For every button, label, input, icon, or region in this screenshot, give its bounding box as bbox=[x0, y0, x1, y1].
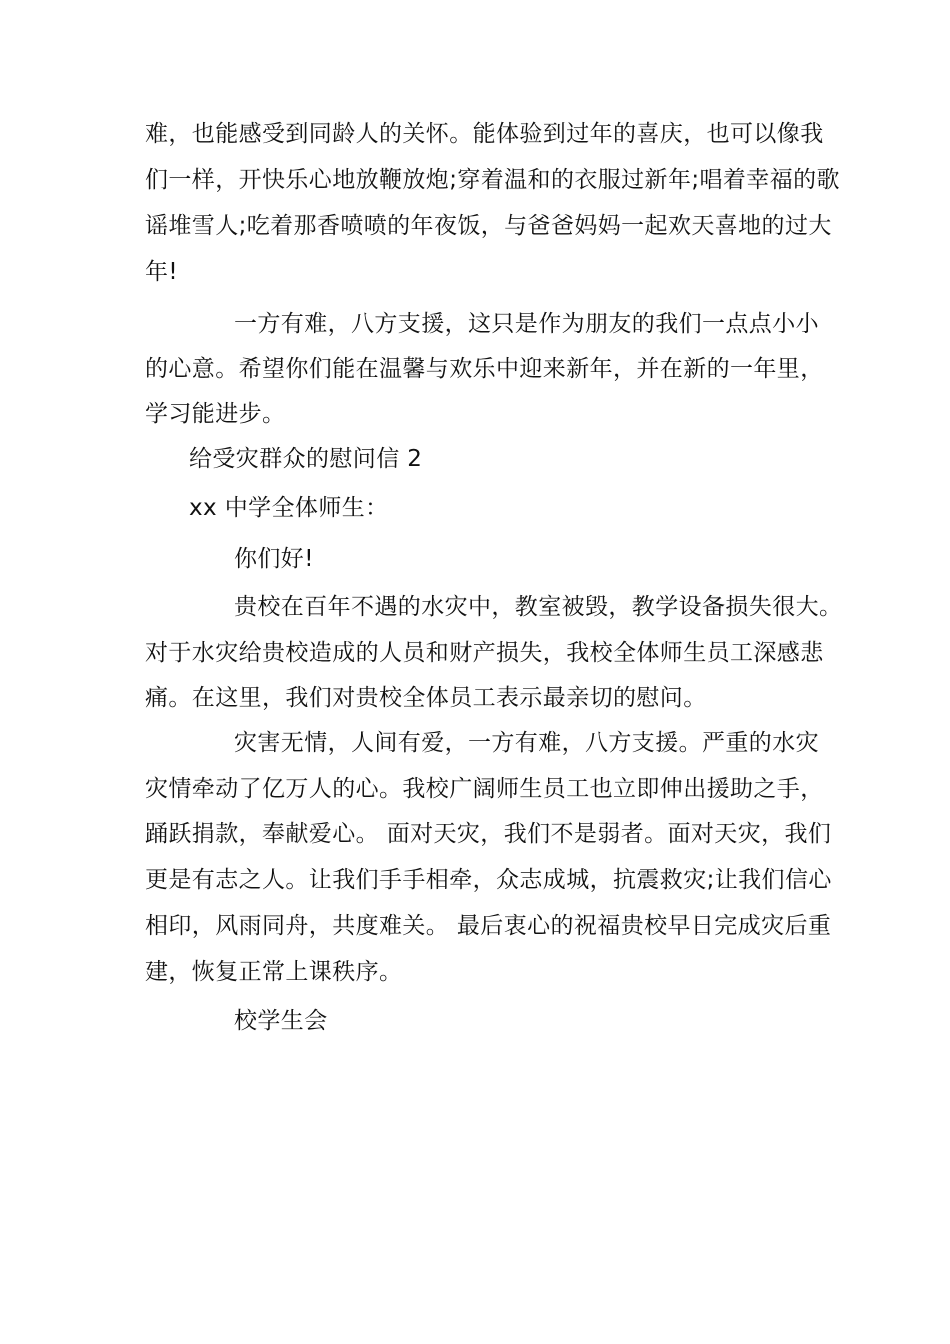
text-line: 年! bbox=[145, 259, 179, 285]
paragraph-start-line: 贵校在百年不遇的水灾中，教室被毁，教学设备损失很大。 bbox=[234, 594, 843, 620]
text-line: 建，恢复正常上课秩序。 bbox=[145, 959, 403, 985]
letter-title: 给受灾群众的慰问信 2 bbox=[189, 446, 423, 472]
signature: 校学生会 bbox=[234, 1008, 328, 1034]
text-line: 痛。在这里，我们对贵校全体员工表示最亲切的慰问。 bbox=[145, 685, 707, 711]
text-line: 的心意。希望你们能在温馨与欢乐中迎来新年，并在新的一年里， bbox=[145, 356, 824, 382]
text-line: 灾情牵动了亿万人的心。我校广阔师生员工也立即伸出援助之手， bbox=[145, 776, 824, 802]
text-line: 踊跃捐款，奉献爱心。 面对天灾，我们不是弱者。面对天灾，我们 bbox=[145, 821, 832, 847]
text-line: 们一样，开快乐心地放鞭放炮;穿着温和的衣服过新年;唱着幸福的歌 bbox=[145, 167, 840, 193]
paragraph-start-line: 一方有难，八方支援，这只是作为朋友的我们一点点小小 bbox=[234, 311, 819, 337]
text-line: 学习能进步。 bbox=[145, 401, 286, 427]
text-line: 对于水灾给贵校造成的人员和财产损失，我校全体师生员工深感悲 bbox=[145, 640, 824, 666]
text-line: 难，也能感受到同龄人的关怀。能体验到过年的喜庆，也可以像我 bbox=[145, 121, 824, 147]
paragraph-start-line: 灾害无情，人间有爱，一方有难，八方支援。严重的水灾 bbox=[234, 730, 819, 756]
text-line: 谣堆雪人;吃着那香喷喷的年夜饭，与爸爸妈妈一起欢天喜地的过大 bbox=[145, 213, 832, 239]
text-line: 更是有志之人。让我们手手相牵，众志成城，抗震救灾;让我们信心 bbox=[145, 867, 832, 893]
greeting: 你们好! bbox=[234, 546, 314, 572]
text-line: 相印，风雨同舟，共度难关。 最后衷心的祝福贵校早日完成灾后重 bbox=[145, 913, 832, 939]
salutation: xx 中学全体师生： bbox=[189, 495, 389, 521]
